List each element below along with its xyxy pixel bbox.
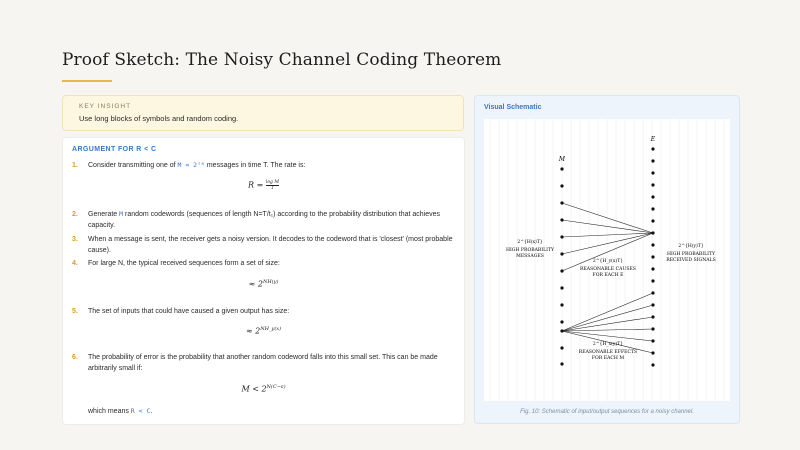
signal-point xyxy=(651,207,654,210)
cause-link xyxy=(562,220,653,233)
step-text: Consider transmitting one of M = 2ᵀᴿ messages in time T. The rate is: xyxy=(88,161,306,169)
signal-point xyxy=(651,315,654,318)
inline-code: R < C xyxy=(130,407,151,415)
signal-point xyxy=(651,267,654,270)
signal-point xyxy=(651,171,654,174)
signal-point xyxy=(651,243,654,246)
signal-point xyxy=(651,279,654,282)
message-point xyxy=(560,201,563,204)
typical-set-exponent: NH(y) xyxy=(262,279,279,285)
input-set-exponent: NH_y(x) xyxy=(260,326,282,332)
title-underline xyxy=(62,80,112,82)
inline-code: M xyxy=(119,210,124,218)
message-point xyxy=(560,346,563,349)
step-text: The set of inputs that could have caused a given output has size: xyxy=(88,308,290,315)
signal-point xyxy=(651,219,654,222)
cause-link xyxy=(562,233,653,271)
argument-heading: ARGUMENT FOR R < C xyxy=(72,146,157,153)
input-set-equation: ≈ $2^{NH\_y(x)}$ xyxy=(245,326,282,336)
schematic-title: Visual Schematic xyxy=(484,104,542,111)
closing-statement: which means R < C. xyxy=(88,407,153,415)
signal-point xyxy=(651,195,654,198)
rate-numerator: log M xyxy=(265,180,279,185)
signal-point xyxy=(651,159,654,162)
right-label-line-1: HIGH PROBABILITY xyxy=(666,252,716,257)
page-title: Proof Sketch: The Noisy Channel Coding Theorem xyxy=(62,50,502,70)
inline-code: M = 2ᵀᴿ xyxy=(177,161,205,169)
signal-point xyxy=(651,291,654,294)
argument-card xyxy=(62,137,465,425)
effects-count-label: 2^{H_x(y)T} xyxy=(592,342,624,347)
message-point xyxy=(560,167,563,170)
signal-point xyxy=(651,183,654,186)
effects-label-line-1: REASONABLE EFFECTS xyxy=(578,350,638,355)
key-insight-callout xyxy=(62,95,464,131)
right-count-label: 2^{H(y)T} xyxy=(678,244,704,249)
left-count-label: 2^{H(x)T} xyxy=(517,240,543,245)
causes-count-label: 2^{H_y(x)T} xyxy=(592,259,624,264)
signal-point xyxy=(651,339,654,342)
step-text: Generate M random codewords (sequences of length N=T/t₁) according to the probability distribution that achieves capacity. xyxy=(88,210,441,229)
step-text: For large N, the typical received sequences form a set of size: xyxy=(88,260,280,267)
causes-label-line-2: FOR EACH E xyxy=(592,273,624,278)
left-label-line-2: MESSAGES xyxy=(516,254,544,259)
effect-link xyxy=(562,329,653,331)
message-point xyxy=(560,286,563,289)
message-point xyxy=(560,269,563,272)
message-point xyxy=(560,252,563,255)
signal-point xyxy=(651,363,654,366)
message-point xyxy=(560,303,563,306)
signal-point xyxy=(651,231,654,234)
e-axis-label: E xyxy=(650,136,656,143)
schematic-caption: Fig. 10: Schematic of input/output sequences for a noisy channel. xyxy=(520,409,694,415)
effect-link xyxy=(562,331,653,341)
effect-link xyxy=(562,317,653,331)
visual-schematic-panel xyxy=(474,95,740,424)
right-label-line-2: RECEIVED SIGNALS xyxy=(666,258,716,263)
m-axis-label: M xyxy=(558,156,566,163)
error-condition-equation: $M < 2^{N(C-\varepsilon)}$ xyxy=(241,384,286,394)
signal-point xyxy=(651,351,654,354)
effect-link xyxy=(562,293,653,331)
rate-equation: $R = \frac{\text{log M}}{T}$ xyxy=(248,180,279,191)
step-number: 4. xyxy=(72,260,78,267)
message-point xyxy=(560,329,563,332)
channel-schematic-diagram xyxy=(484,119,730,401)
step-text: When a message is sent, the receiver gets a noisy version. It decodes to the codeword that is 'closest' (most probable cause). xyxy=(88,236,453,254)
left-label-line-1: HIGH PROBABILITY xyxy=(505,248,555,253)
signal-point xyxy=(651,147,654,150)
message-point xyxy=(560,218,563,221)
step-number: 1. xyxy=(72,162,78,169)
message-point xyxy=(560,320,563,323)
typical-set-equation: ≈ $2^{NH(y)}$ xyxy=(248,279,279,289)
step-number: 5. xyxy=(72,308,78,315)
message-point xyxy=(560,184,563,187)
cause-link xyxy=(562,203,653,233)
step-text: The probability of error is the probability that another random codeword falls into this small set. This can be made arbitrarily small if: xyxy=(88,354,438,372)
signal-point xyxy=(651,327,654,330)
signal-point xyxy=(651,303,654,306)
causes-label-line-1: REASONABLE CAUSES xyxy=(580,267,636,272)
key-insight-label: KEY INSIGHT xyxy=(79,103,132,110)
effect-link xyxy=(562,305,653,331)
message-point xyxy=(560,362,563,365)
key-insight-text: Use long blocks of symbols and random coding. xyxy=(79,114,239,123)
step-number: 2. xyxy=(72,211,78,218)
message-point xyxy=(560,235,563,238)
rate-denominator: T xyxy=(266,185,279,191)
schematic-figure xyxy=(484,119,730,401)
signal-point xyxy=(651,255,654,258)
effects-label-line-2: FOR EACH M xyxy=(591,356,625,361)
step-number: 6. xyxy=(72,354,78,361)
error-condition-exponent: N(C−ε) xyxy=(266,384,286,390)
step-number: 3. xyxy=(72,236,78,243)
